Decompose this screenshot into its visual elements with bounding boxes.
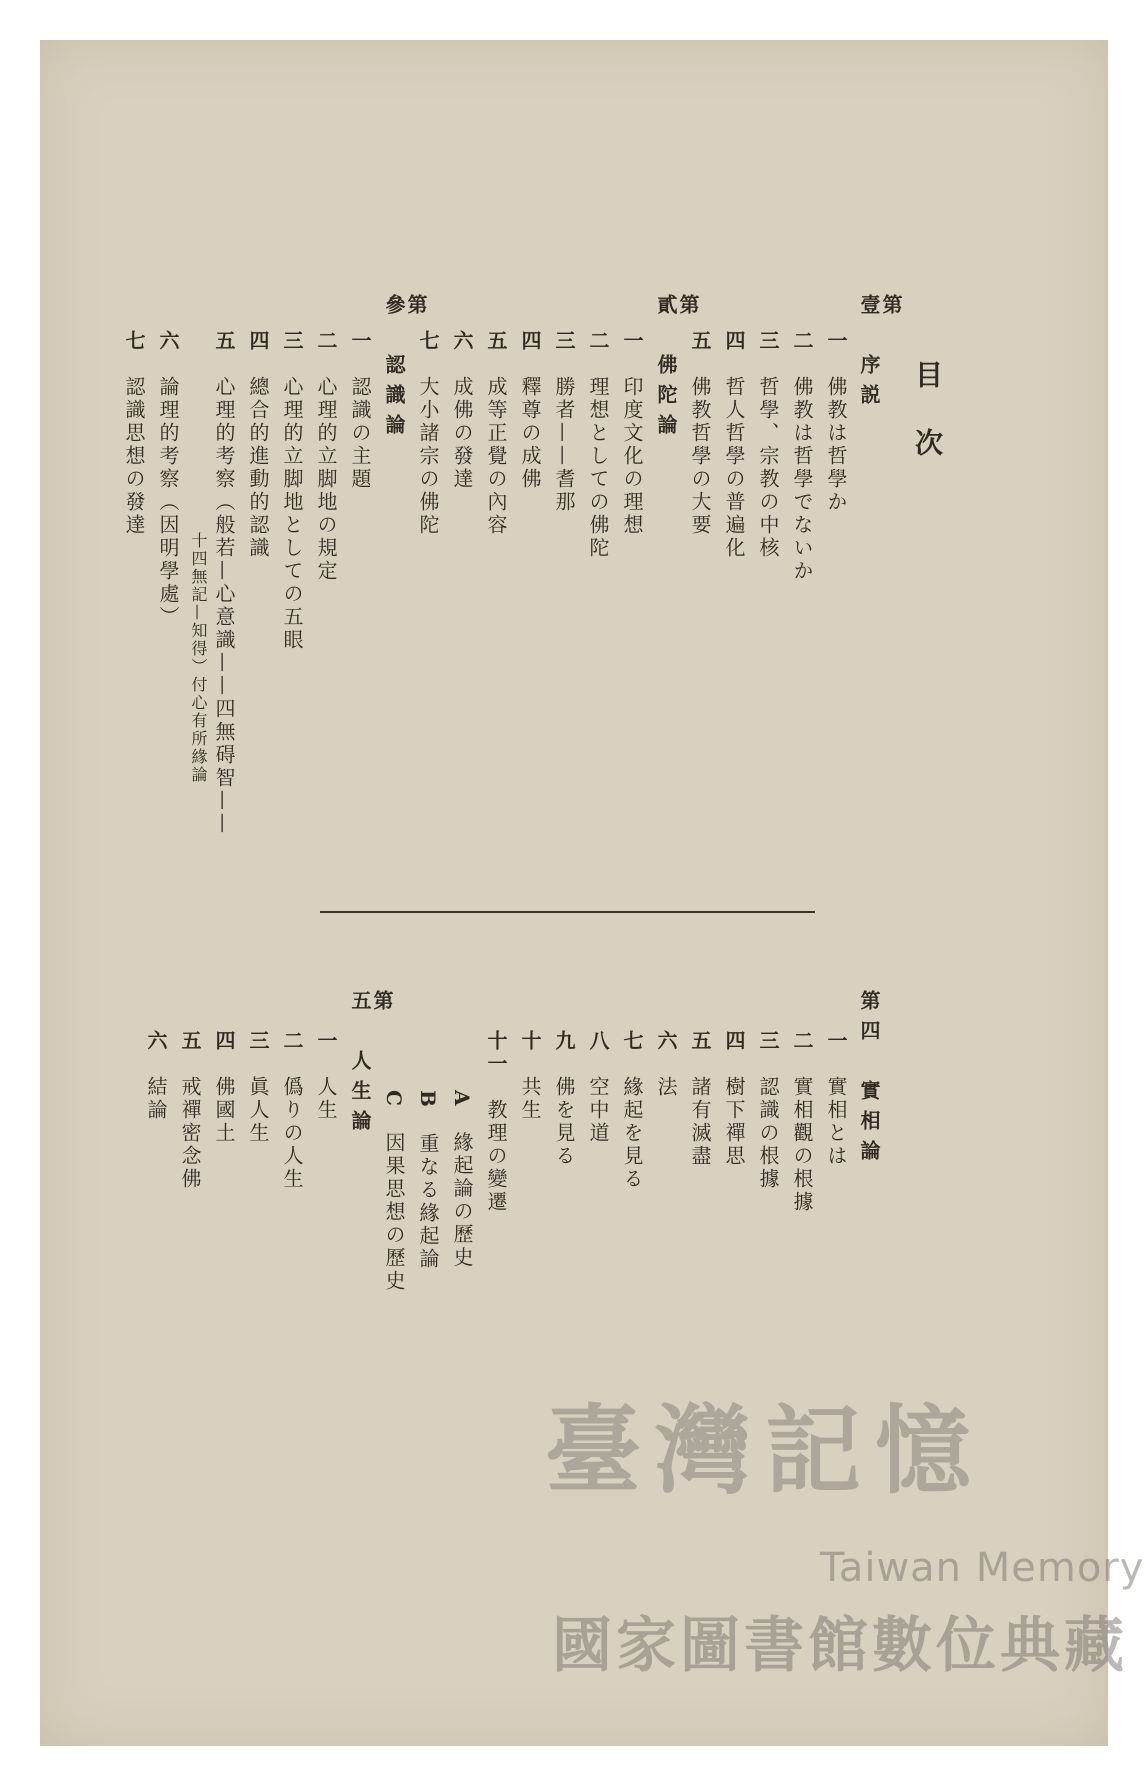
toc-entry: 七 緣起を見る (620, 1030, 644, 1191)
toc-entry: 一 實相とは (824, 1030, 848, 1168)
toc-entry: 一 人生 (314, 1030, 338, 1122)
toc-entry: 二 理想としての佛陀 (586, 330, 610, 560)
toc-entry: 一 印度文化の理想 (620, 330, 644, 537)
chapter-number: 參 (382, 294, 406, 324)
chapter-number: 五 (348, 990, 372, 1020)
toc-entry: 二 心理的立脚地の規定 (314, 330, 338, 583)
toc-entry: 三 認識の根據 (756, 1030, 780, 1191)
toc-entry: 三 眞人生 (246, 1030, 270, 1145)
toc-subentry: C 因果思想の歷史 (382, 1090, 406, 1293)
toc-entry: 四 樹下禪思 (722, 1030, 746, 1168)
toc-entry: 六 結論 (144, 1030, 168, 1122)
chapter-title: 實相論 (857, 1080, 881, 1170)
chapter-2-heading (655, 294, 699, 444)
toc-entry: 三 心理的立脚地としての五眼 (280, 330, 304, 652)
chapter-5-heading (349, 990, 393, 1140)
toc-entry: 四 佛國土 (212, 1030, 236, 1145)
chapter-number: 貳 (654, 294, 678, 324)
chapter-title: 佛陀論 (654, 354, 678, 444)
toc-entry: 八 空中道 (586, 1030, 610, 1145)
toc-subentry: A 緣起論の歷史 (450, 1090, 474, 1270)
toc-entry: 十一 教理の變遷 (484, 1030, 508, 1214)
toc-entry: 六 法 (654, 1030, 678, 1099)
chapter-prefix: 第 (676, 294, 700, 324)
chapter-title: 序説 (857, 354, 881, 414)
toc-entry: 四 哲人哲學の普遍化 (722, 330, 746, 560)
chapter-number: 四 (857, 1020, 881, 1050)
toc-entry: 三 勝者——耆那 (552, 330, 576, 514)
watermark-library-name: 國家圖書館數位典藏 (552, 1611, 1128, 1681)
chapter-title: 人生論 (348, 1050, 372, 1140)
toc-entry: 六 論理的考察（因明學處） (156, 330, 180, 629)
toc-entry: 九 佛を見る (552, 1030, 576, 1168)
toc-entry: 七 大小諸宗の佛陀 (416, 330, 440, 537)
toc-entry: 五 成等正覺の內容 (484, 330, 508, 537)
chapter-3-heading (383, 294, 427, 444)
chapter-4-heading (858, 990, 880, 1170)
watermark-english: Taiwan Memory (820, 1545, 1145, 1591)
toc-entry: 二 佛教は哲學でないか (790, 330, 814, 583)
toc-entry: 五 諸有滅盡 (688, 1030, 712, 1168)
toc-entry: 五 佛教哲學の大要 (688, 330, 712, 537)
section-divider (320, 911, 815, 913)
chapter-prefix: 第 (370, 990, 394, 1020)
toc-entry: 一 佛教は哲學か (824, 330, 848, 514)
chapter-number: 壹 (857, 294, 881, 324)
toc-entry: 七 認識思想の發達 (122, 330, 146, 537)
book-page (40, 40, 1145, 1746)
toc-title: 目次 (911, 360, 944, 496)
chapter-prefix: 第 (857, 990, 881, 1020)
toc-entry: 五 戒禪密念佛 (178, 1030, 202, 1191)
chapter-prefix: 第 (879, 294, 903, 324)
chapter-prefix: 第 (404, 294, 428, 324)
toc-entry: 三 哲學、宗教の中核 (756, 330, 780, 560)
toc-entry: 六 成佛の發達 (450, 330, 474, 491)
toc-entry: 一 認識の主題 (348, 330, 372, 491)
watermark-calligraphy: 臺灣記憶 (545, 1394, 985, 1507)
toc-subentry: B 重なる緣起論 (416, 1090, 440, 1271)
toc-entry-continuation: 十四無記—知得）付心有所緣論 (189, 532, 208, 784)
toc-entry: 四 總合的進動的認識 (246, 330, 270, 560)
toc-entry: 二 實相觀の根據 (790, 1030, 814, 1214)
toc-entry: 四 釋尊の成佛 (518, 330, 542, 491)
toc-entry: 五 心理的考察（般若—心意識——四無碍智—— (212, 330, 236, 836)
chapter-1-heading (858, 294, 902, 414)
toc-entry: 十 共生 (518, 1030, 542, 1122)
toc-entry: 二 僞りの人生 (280, 1030, 304, 1191)
chapter-title: 認識論 (382, 354, 406, 444)
